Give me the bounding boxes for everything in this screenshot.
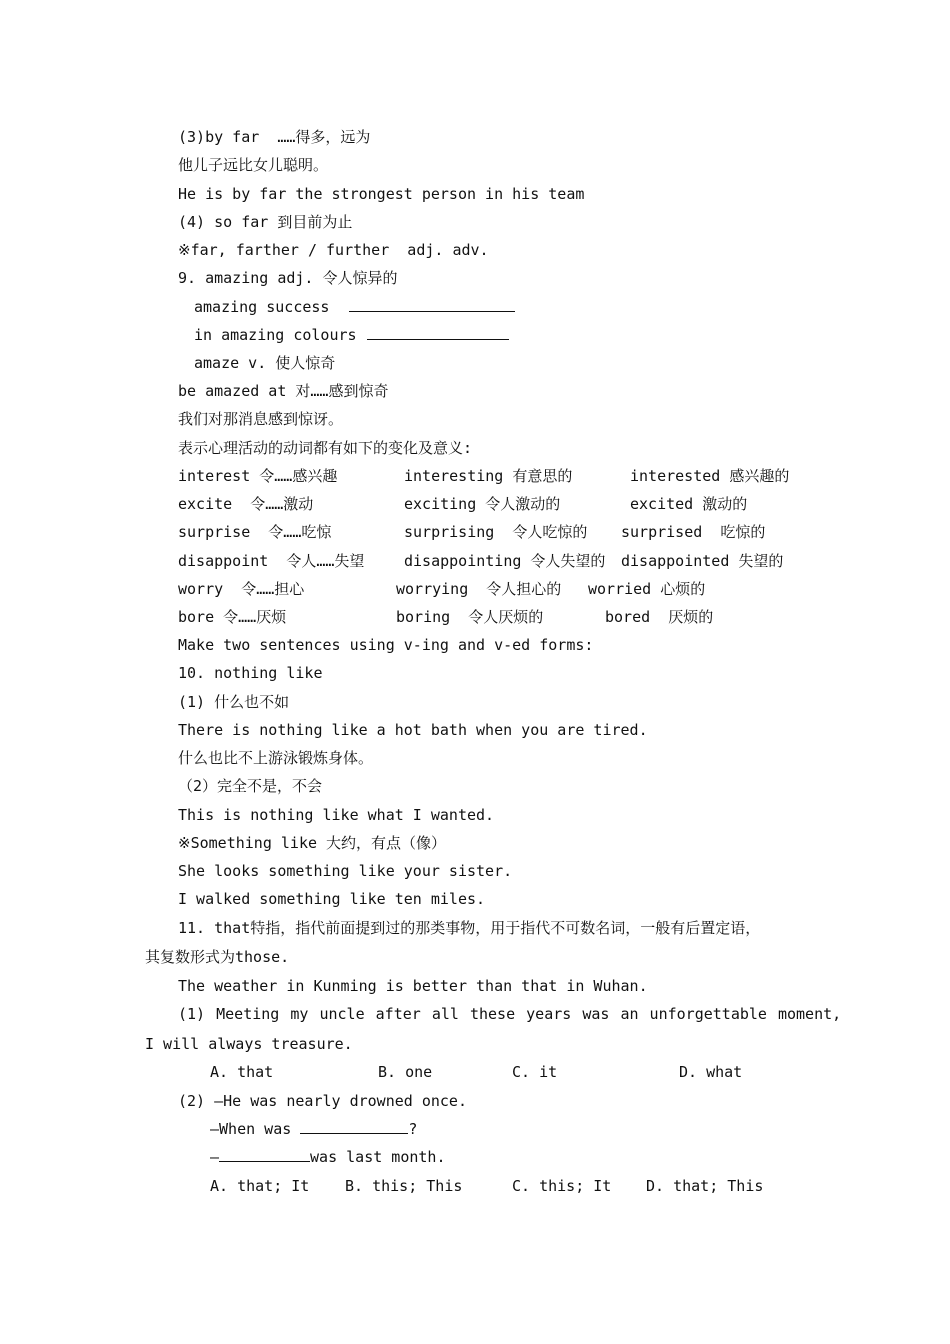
- line-by-far: (3)by far ……得多，远为: [178, 128, 371, 146]
- line-example-strongest: He is by far the strongest person in his team: [178, 185, 585, 203]
- option-a: A. that: [210, 1063, 274, 1081]
- ing-form-cell: worrying 令人担心的: [396, 580, 562, 598]
- option-d: D. that; This: [646, 1177, 764, 1195]
- ing-form-cell: exciting 令人激动的: [404, 495, 561, 513]
- line-chinese-news: 我们对那消息感到惊讶。: [178, 410, 344, 428]
- line-amazed-at: be amazed at 对……感到惊奇: [178, 382, 389, 400]
- line-amazing-success: [194, 297, 515, 317]
- ed-form-cell: worried 心烦的: [588, 580, 706, 598]
- ed-form-cell: disappointed 失望的: [621, 552, 784, 570]
- line-example-sister: She looks something like your sister.: [178, 862, 513, 880]
- ing-form-cell: interesting 有意思的: [404, 467, 573, 485]
- line-something-like: ※Something like 大约，有点（像）: [178, 834, 447, 852]
- ing-form-cell: disappointing 令人失望的: [404, 552, 606, 570]
- dialogue-text: was last month.: [310, 1148, 446, 1166]
- verb-cell: excite 令……激动: [178, 495, 314, 513]
- option-d: D. what: [679, 1063, 743, 1081]
- line-chinese-swimming: 什么也比不上游泳锻炼身体。: [178, 749, 374, 767]
- dialogue-text: ?: [408, 1120, 418, 1138]
- option-b: B. one: [378, 1063, 433, 1081]
- line-item-11-cont: 其复数形式为those.: [145, 948, 290, 966]
- amazing-success-text: amazing success: [194, 298, 330, 316]
- line-question-1: (1) Meeting my uncle after all these years was an unforgettable moment,: [178, 1005, 842, 1023]
- dialogue-text: —When was: [210, 1120, 301, 1138]
- answer-blank: [300, 1119, 408, 1134]
- answer-blank: [367, 325, 509, 340]
- option-c: C. it: [512, 1063, 558, 1081]
- line-item-9-amazing: 9. amazing adj. 令人惊异的: [178, 269, 398, 287]
- option-a: A. that; It: [210, 1177, 310, 1195]
- answer-blank: [219, 1147, 310, 1162]
- line-make-sentences: Make two sentences using v-ing and v-ed forms:: [178, 636, 594, 654]
- verb-cell: disappoint 令人……失望: [178, 552, 365, 570]
- verb-cell: interest 令……感兴趣: [178, 467, 338, 485]
- option-b: B. this; This: [345, 1177, 463, 1195]
- line-meaning-2: （2）完全不是，不会: [178, 777, 323, 795]
- line-example-weather: The weather in Kunming is better than that in Wuhan.: [178, 977, 648, 995]
- ed-form-cell: bored 厌烦的: [605, 608, 714, 626]
- line-meaning-1: (1) 什么也不如: [178, 693, 290, 711]
- answer-blank: [349, 297, 515, 312]
- line-example-miles: I walked something like ten miles.: [178, 890, 486, 908]
- ing-form-cell: surprising 令人吃惊的: [404, 523, 588, 541]
- ed-form-cell: interested 感兴趣的: [630, 467, 790, 485]
- line-verb-intro: 表示心理活动的动词都有如下的变化及意义:: [178, 439, 473, 457]
- line-question-2-c: [210, 1147, 446, 1167]
- line-example-wanted: This is nothing like what I wanted.: [178, 806, 495, 824]
- line-item-10: 10. nothing like: [178, 664, 323, 682]
- line-question-1-cont: I will always treasure.: [145, 1035, 353, 1053]
- ed-form-cell: excited 激动的: [630, 495, 748, 513]
- amazing-colours-text: in amazing colours: [194, 326, 357, 344]
- option-c: C. this; It: [512, 1177, 612, 1195]
- line-so-far: (4) so far 到目前为止: [178, 213, 353, 231]
- line-question-2: (2) —He was nearly drowned once.: [178, 1092, 467, 1110]
- dialogue-text: —: [210, 1148, 220, 1166]
- verb-cell: surprise 令……吃惊: [178, 523, 332, 541]
- line-amaze-v: amaze v. 使人惊奇: [194, 354, 336, 372]
- verb-cell: worry 令……担心: [178, 580, 305, 598]
- line-example-hot-bath: There is nothing like a hot bath when you are tired.: [178, 721, 648, 739]
- verb-cell: bore 令……厌烦: [178, 608, 287, 626]
- ing-form-cell: boring 令人厌烦的: [396, 608, 544, 626]
- ed-form-cell: surprised 吃惊的: [621, 523, 766, 541]
- line-far-farther: ※far, farther / further adj. adv.: [178, 241, 489, 259]
- line-chinese-example-1: 他儿子远比女儿聪明。: [178, 156, 329, 174]
- line-question-2-b: [210, 1119, 417, 1139]
- line-item-11: 11. that特指，指代前面提到过的那类事物，用于指代不可数名词，一般有后置定语，: [178, 919, 761, 937]
- line-amazing-colours: [194, 325, 509, 345]
